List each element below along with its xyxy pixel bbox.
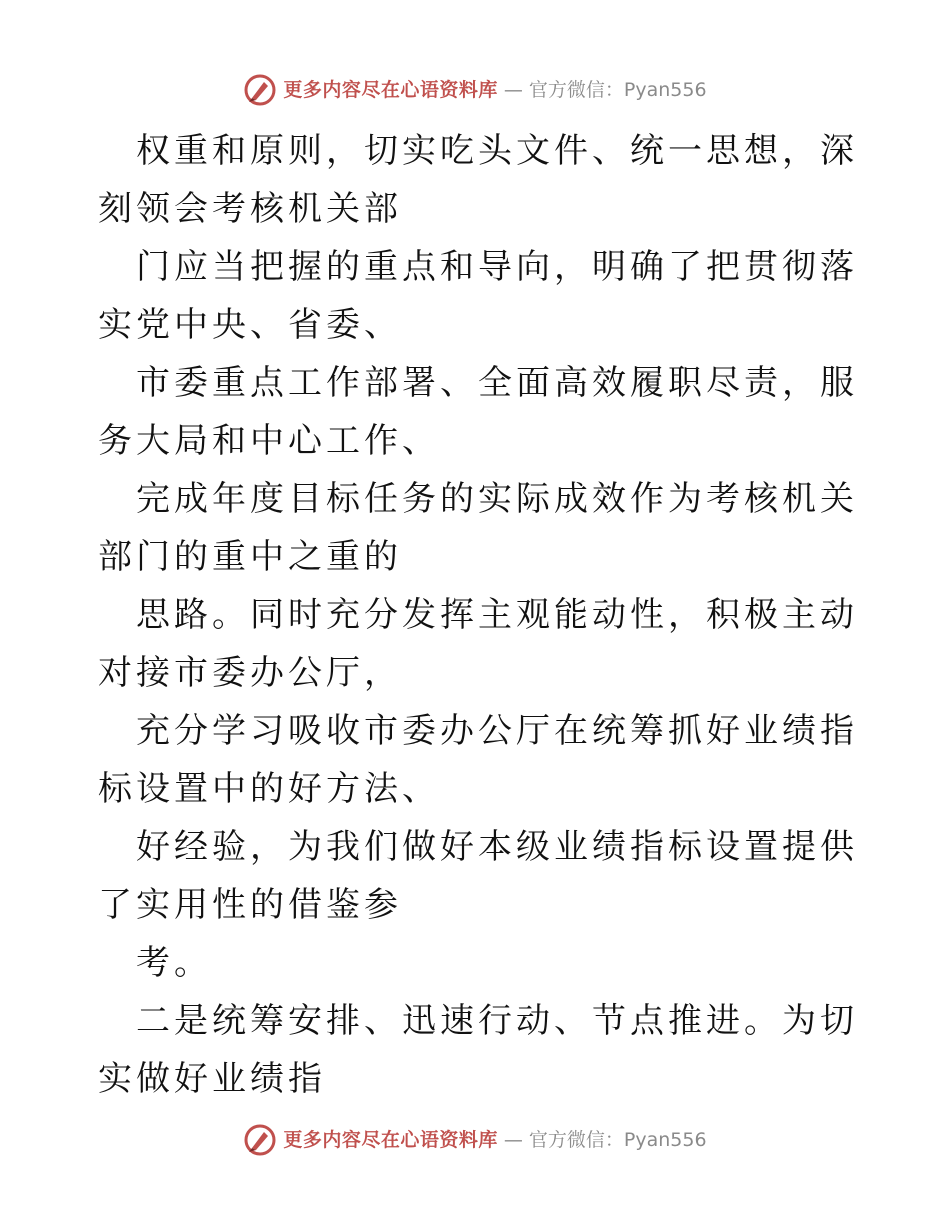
paragraph: 门应当把握的重点和导向，明确了把贯彻落实党中央、省委、 — [98, 247, 858, 345]
paragraph: 权重和原则，切实吃头文件、统一思想，深刻领会考核机关部 — [98, 131, 858, 229]
paragraph: 充分学习吸收市委办公厅在统筹抓好业绩指标设置中的好方法、 — [98, 711, 858, 809]
banner-title: 更多内容尽在心语资料库 — [283, 1129, 498, 1151]
banner-separator: — — [503, 1129, 523, 1151]
banner-title: 更多内容尽在心语资料库 — [283, 79, 498, 101]
paragraph: 思路。同时充分发挥主观能动性，积极主动对接市委办公厅， — [98, 595, 858, 693]
pen-nib-logo-icon — [243, 1123, 277, 1157]
banner-separator: — — [503, 79, 523, 101]
document-body — [98, 122, 858, 1108]
header-banner — [0, 70, 950, 110]
paragraph: 二是统筹安排、迅速行动、节点推进。为切实做好业绩指 — [98, 1001, 858, 1099]
footer-banner — [0, 1120, 950, 1160]
paragraph: 好经验，为我们做好本级业绩指标设置提供了实用性的借鉴参 — [98, 827, 858, 925]
banner-wechat: 官方微信：Pyan556 — [528, 1129, 707, 1151]
paragraph: 考。 — [136, 943, 212, 983]
pen-nib-logo-icon — [243, 73, 277, 107]
paragraph: 市委重点工作部署、全面高效履职尽责，服务大局和中心工作、 — [98, 363, 858, 461]
banner-wechat: 官方微信：Pyan556 — [528, 79, 707, 101]
paragraph: 完成年度目标任务的实际成效作为考核机关部门的重中之重的 — [98, 479, 858, 577]
